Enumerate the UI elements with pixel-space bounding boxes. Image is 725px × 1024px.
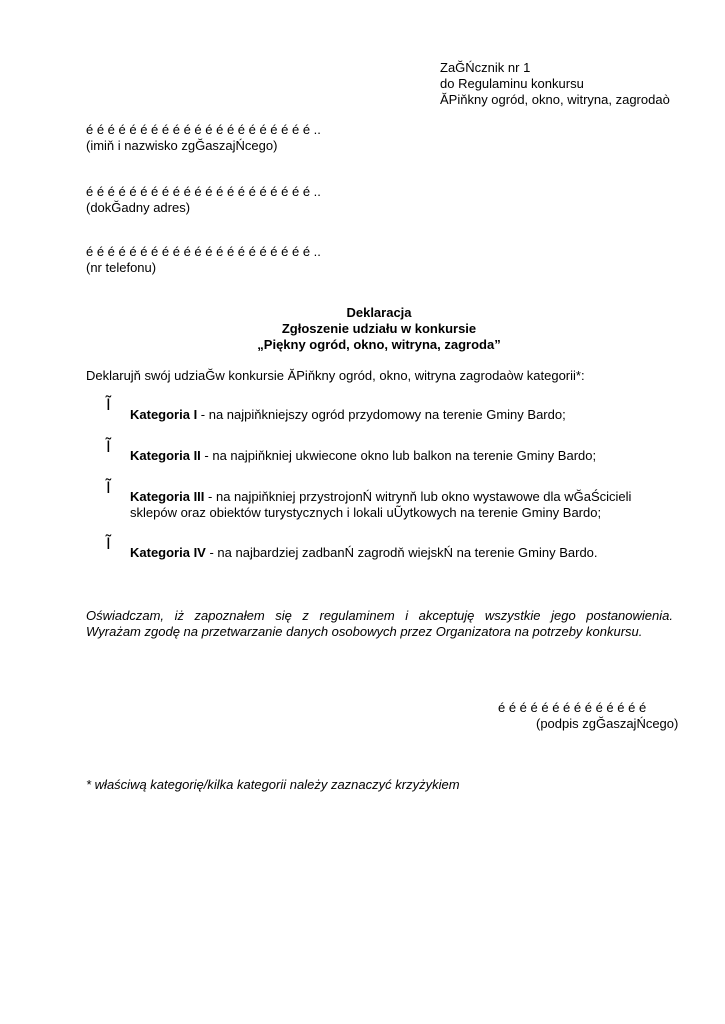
checkbox-mark-2[interactable]: Ĩ bbox=[106, 437, 111, 456]
name-field-dots: é é é é é é é é é é é é é é é é é é é é é .. bbox=[86, 122, 321, 137]
category-desc: - na najpiňkniejszy ogród przydomowy na terenie Gminy Bardo; bbox=[197, 407, 566, 422]
annex-regulation: do Regulaminu konkursu bbox=[440, 76, 584, 91]
statement-line-2: Wyrażam zgodę na przetwarzanie danych osobowych przez Organizatora na potrzeby konkursu. bbox=[86, 624, 643, 639]
address-field-dots: é é é é é é é é é é é é é é é é é é é é é .. bbox=[86, 184, 321, 199]
checkbox-mark-1[interactable]: Ĩ bbox=[106, 395, 111, 414]
phone-field-label: (nr telefonu) bbox=[86, 260, 157, 275]
declaration-text: Deklarujň swój udziaĞw konkursie ĂPiňkny ogród, okno, witryna zagrodaòw kategorii*: bbox=[86, 368, 585, 383]
category-item-3 bbox=[130, 488, 631, 505]
contest-name: „Piękny ogród, okno, witryna, zagroda” bbox=[257, 337, 501, 352]
checkbox-mark-3[interactable]: Ĩ bbox=[106, 478, 111, 497]
statement-line-1: Oświadczam, iż zapoznałem się z regulaminem i akceptuję wszystkie jego postanowienia. bbox=[86, 608, 673, 623]
signature-label: (podpis zgĞaszajŃcego) bbox=[536, 716, 679, 731]
address-field-label: (dokĞadny adres) bbox=[86, 200, 191, 215]
category-item-3-line2: sklepów oraz obiektów turystycznych i lokali uŨytkowych na terenie Gminy Bardo; bbox=[130, 505, 602, 520]
footnote: * właściwą kategorię/kilka kategorii należy zaznaczyć krzyżykiem bbox=[86, 777, 460, 792]
name-field-label: (imiň i nazwisko zgĞaszajŃcego) bbox=[86, 138, 278, 153]
document-title: Deklaracja bbox=[346, 305, 412, 320]
category-name: Kategoria III bbox=[130, 489, 205, 504]
annex-number: ZaĞŃcznik nr 1 bbox=[440, 60, 531, 75]
phone-field-dots: é é é é é é é é é é é é é é é é é é é é é .. bbox=[86, 244, 321, 259]
category-item-2 bbox=[130, 447, 596, 464]
signature-dots: é é é é é é é é é é é é é é bbox=[498, 700, 647, 715]
category-desc: - na najpiňkniej przystrojonŃ witrynň lub okno wystawowe dla wĞaŚcicieli bbox=[204, 489, 632, 504]
category-item-1 bbox=[130, 406, 566, 423]
checkbox-mark-4[interactable]: Ĩ bbox=[106, 534, 111, 553]
category-item-4 bbox=[130, 544, 598, 561]
category-name: Kategoria IV bbox=[130, 545, 206, 560]
category-name: Kategoria I bbox=[130, 407, 198, 422]
annex-contest-name: ĂPiňkny ogród, okno, witryna, zagrodaò bbox=[440, 92, 670, 107]
document-subtitle: Zgłoszenie udziału w konkursie bbox=[281, 321, 477, 336]
category-desc: - na najpiňkniej ukwiecone okno lub balkon na terenie Gminy Bardo; bbox=[200, 448, 597, 463]
category-name: Kategoria II bbox=[130, 448, 201, 463]
category-desc: - na najbardziej zadbanŃ zagrodň wiejskŃ na terenie Gminy Bardo. bbox=[205, 545, 598, 560]
